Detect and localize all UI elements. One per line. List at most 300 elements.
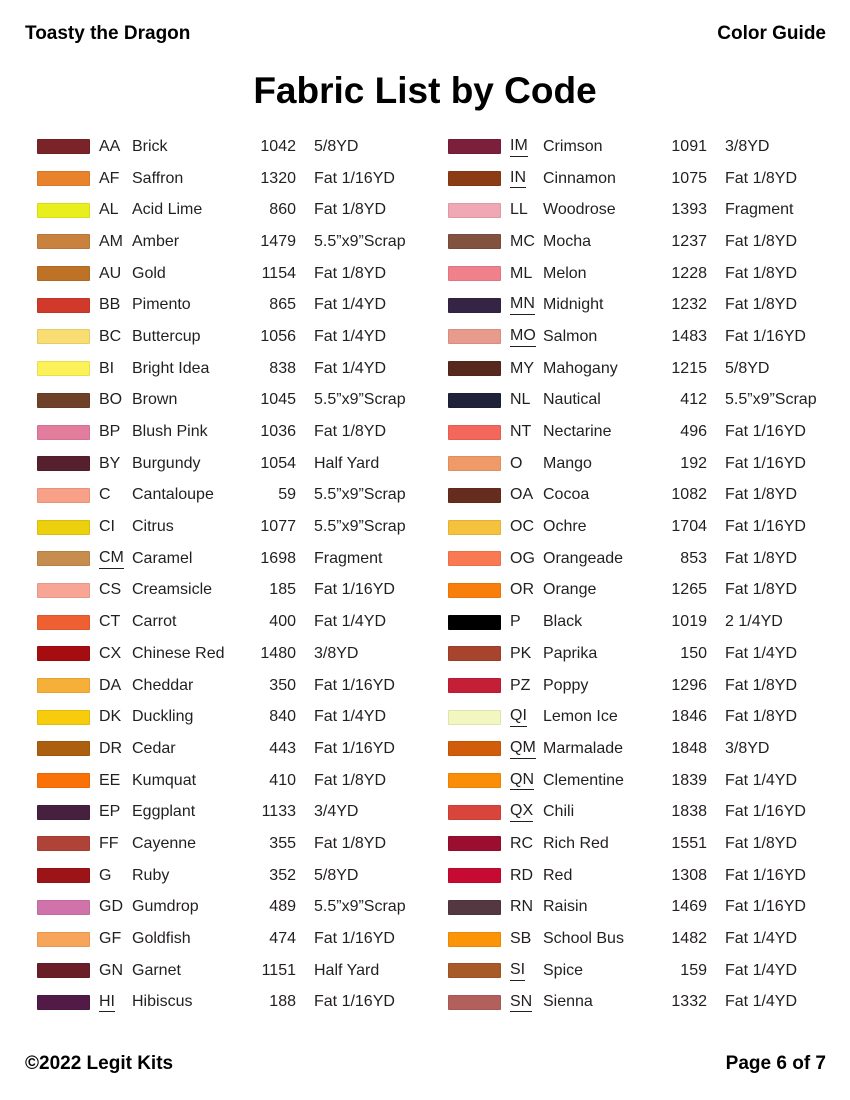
guide-label: Color Guide: [717, 23, 826, 44]
fabric-name: Orange: [543, 581, 597, 599]
fabric-code: NL: [510, 391, 531, 409]
fabric-amount: Fat 1/16YD: [725, 803, 806, 821]
fabric-name: Salmon: [543, 327, 598, 345]
fabric-name: Brown: [132, 391, 178, 409]
fabric-amount: 3/8YD: [314, 644, 359, 662]
code-cell: [501, 518, 543, 536]
code-cell: [501, 169, 543, 189]
fabric-number: 410: [269, 771, 296, 789]
code-cell: [501, 613, 543, 631]
fabric-code: CM: [99, 549, 124, 569]
code-cell: [90, 170, 132, 188]
fabric-row: [37, 638, 423, 670]
fabric-number: 185: [269, 581, 296, 599]
fabric-amount: 5/8YD: [314, 137, 359, 155]
code-cell: [501, 455, 543, 473]
code-cell: [501, 391, 543, 409]
fabric-row: [37, 955, 423, 987]
fabric-amount: Fat 1/8YD: [725, 169, 798, 187]
fabric-number: 1042: [260, 137, 296, 155]
color-swatch: [37, 678, 90, 693]
fabric-row: [448, 131, 834, 163]
color-swatch: [37, 836, 90, 851]
fabric-code: OG: [510, 549, 535, 567]
code-cell: [90, 581, 132, 599]
color-swatch: [37, 900, 90, 915]
fabric-code: P: [510, 613, 521, 631]
color-swatch: [37, 203, 90, 218]
code-cell: [90, 772, 132, 790]
fabric-number: 1056: [260, 327, 296, 345]
fabric-amount: Fat 1/16YD: [314, 676, 395, 694]
fabric-amount: 5/8YD: [314, 866, 359, 884]
fabric-row: [37, 796, 423, 828]
fabric-row: [448, 511, 834, 543]
fabric-name: Nautical: [543, 391, 601, 409]
fabric-number: 1698: [260, 549, 296, 567]
fabric-amount: Fat 1/8YD: [725, 581, 798, 599]
fabric-number: 59: [278, 486, 296, 504]
fabric-code: BI: [99, 359, 115, 377]
fabric-column-left: [37, 131, 423, 1018]
color-swatch: [448, 488, 501, 503]
fabric-name: Blush Pink: [132, 423, 208, 441]
code-cell: [90, 233, 132, 251]
fabric-code: G: [99, 866, 112, 884]
fabric-amount: Fat 1/16YD: [725, 423, 806, 441]
fabric-amount: Fat 1/4YD: [314, 296, 387, 314]
code-cell: [501, 898, 543, 916]
fabric-number: 840: [269, 708, 296, 726]
color-swatch: [448, 361, 501, 376]
code-cell: [501, 771, 543, 791]
code-cell: [501, 739, 543, 759]
color-swatch: [448, 900, 501, 915]
fabric-amount: 3/4YD: [314, 803, 359, 821]
code-cell: [90, 930, 132, 948]
code-cell: [90, 835, 132, 853]
code-cell: [501, 707, 543, 727]
fabric-amount: Fat 1/8YD: [725, 486, 798, 504]
color-swatch: [37, 266, 90, 281]
fabric-name: Chinese Red: [132, 644, 225, 662]
fabric-name: Orangeade: [543, 549, 624, 567]
fabric-row: [448, 733, 834, 765]
fabric-amount: Fat 1/8YD: [314, 834, 387, 852]
color-swatch: [37, 139, 90, 154]
code-cell: [501, 486, 543, 504]
fabric-row: [448, 543, 834, 575]
fabric-amount: Fat 1/8YD: [314, 264, 387, 282]
fabric-amount: 5.5”x9”Scrap: [314, 518, 406, 536]
fabric-code: BC: [99, 327, 122, 345]
fabric-name: Mahogany: [543, 359, 618, 377]
fabric-name: Cinnamon: [543, 169, 616, 187]
fabric-amount: Fat 1/4YD: [725, 644, 798, 662]
fabric-row: [37, 194, 423, 226]
color-swatch: [37, 361, 90, 376]
fabric-number: 1308: [671, 866, 707, 884]
fabric-code: RN: [510, 898, 534, 916]
color-swatch: [37, 234, 90, 249]
fabric-row: [448, 163, 834, 195]
fabric-code: BB: [99, 296, 121, 314]
fabric-number: 400: [269, 613, 296, 631]
fabric-number: 192: [680, 454, 707, 472]
fabric-amount: Fat 1/4YD: [725, 993, 798, 1011]
fabric-number: 1846: [671, 708, 707, 726]
fabric-name: Cocoa: [543, 486, 590, 504]
fabric-row: [448, 226, 834, 258]
fabric-row: [448, 796, 834, 828]
fabric-number: 1296: [671, 676, 707, 694]
fabric-number: 1320: [260, 169, 296, 187]
color-swatch: [448, 329, 501, 344]
fabric-number: 1154: [261, 264, 296, 282]
fabric-amount: Fragment: [725, 201, 794, 219]
fabric-number: 412: [680, 391, 707, 409]
code-cell: [501, 835, 543, 853]
fabric-name: Amber: [132, 232, 180, 250]
fabric-amount: Fat 1/16YD: [314, 739, 395, 757]
fabric-code: OC: [510, 518, 534, 536]
fabric-amount: 5.5”x9”Scrap: [314, 486, 406, 504]
code-cell: [90, 549, 132, 569]
fabric-code: AM: [99, 232, 123, 250]
code-cell: [501, 137, 543, 157]
code-cell: [90, 993, 132, 1013]
fabric-code: SI: [510, 961, 525, 981]
fabric-amount: 5.5”x9”Scrap: [314, 391, 406, 409]
fabric-row: [37, 987, 423, 1019]
fabric-name: Paprika: [543, 644, 598, 662]
code-cell: [90, 328, 132, 346]
color-swatch: [448, 678, 501, 693]
fabric-name: Mango: [543, 454, 592, 472]
fabric-code: C: [99, 486, 111, 504]
fabric-column-right: [448, 131, 834, 1018]
fabric-amount: Fragment: [314, 549, 383, 567]
fabric-row: [37, 670, 423, 702]
fabric-number: 853: [680, 549, 707, 567]
fabric-row: [37, 765, 423, 797]
fabric-number: 474: [269, 930, 296, 948]
fabric-code: CX: [99, 644, 122, 662]
color-swatch: [448, 583, 501, 598]
code-cell: [90, 265, 132, 283]
fabric-number: 860: [269, 201, 296, 219]
fabric-number: 865: [269, 296, 296, 314]
fabric-number: 489: [269, 898, 296, 916]
fabric-code: QX: [510, 802, 533, 822]
color-swatch: [448, 741, 501, 756]
fabric-code: IM: [510, 137, 528, 157]
color-swatch: [37, 583, 90, 598]
fabric-row: [37, 353, 423, 385]
fabric-number: 1077: [260, 518, 296, 536]
color-swatch: [37, 710, 90, 725]
fabric-amount: Fat 1/16YD: [725, 454, 806, 472]
fabric-name: Caramel: [132, 549, 193, 567]
code-cell: [501, 327, 543, 347]
color-swatch: [448, 393, 501, 408]
code-cell: [501, 930, 543, 948]
code-cell: [90, 486, 132, 504]
fabric-row: [448, 892, 834, 924]
fabric-code: AF: [99, 169, 120, 187]
fabric-code: AU: [99, 264, 122, 282]
fabric-name: Acid Lime: [132, 201, 203, 219]
fabric-name: Cedar: [132, 739, 176, 757]
fabric-amount: 3/8YD: [725, 137, 770, 155]
fabric-amount: Fat 1/16YD: [314, 993, 395, 1011]
code-cell: [90, 296, 132, 314]
fabric-code: DR: [99, 739, 123, 757]
color-swatch: [37, 551, 90, 566]
fabric-number: 1019: [671, 613, 707, 631]
fabric-name: Sienna: [543, 993, 593, 1011]
fabric-code: RC: [510, 834, 534, 852]
fabric-code: GF: [99, 930, 122, 948]
fabric-name: Creamsicle: [132, 581, 213, 599]
fabric-number: 1839: [671, 771, 707, 789]
fabric-row: [448, 828, 834, 860]
fabric-amount: Fat 1/8YD: [314, 771, 387, 789]
fabric-number: 1133: [261, 803, 296, 821]
fabric-amount: Fat 1/16YD: [314, 581, 395, 599]
fabric-row: [448, 638, 834, 670]
fabric-number: 496: [680, 423, 707, 441]
fabric-number: 1151: [261, 961, 296, 979]
fabric-row: [37, 733, 423, 765]
fabric-row: [448, 606, 834, 638]
fabric-code: BO: [99, 391, 123, 409]
fabric-name: Cantaloupe: [132, 486, 214, 504]
fabric-amount: 5.5”x9”Scrap: [725, 391, 817, 409]
fabric-row: [448, 448, 834, 480]
fabric-row: [37, 163, 423, 195]
code-cell: [90, 962, 132, 980]
fabric-name: Duckling: [132, 708, 194, 726]
code-cell: [90, 803, 132, 821]
fabric-amount: Fat 1/8YD: [725, 708, 798, 726]
fabric-amount: Fat 1/4YD: [314, 359, 387, 377]
fabric-code: RD: [510, 866, 534, 884]
fabric-name: Lemon Ice: [543, 708, 618, 726]
fabric-code: QN: [510, 771, 534, 791]
code-cell: [501, 993, 543, 1013]
color-swatch: [448, 773, 501, 788]
fabric-name: Cayenne: [132, 834, 197, 852]
fabric-code: MY: [510, 359, 534, 377]
fabric-amount: Fat 1/8YD: [725, 232, 798, 250]
code-cell: [501, 201, 543, 219]
fabric-name: Kumquat: [132, 771, 197, 789]
color-swatch: [448, 551, 501, 566]
fabric-number: 1838: [671, 803, 707, 821]
color-swatch: [448, 868, 501, 883]
color-swatch: [448, 520, 501, 535]
code-cell: [90, 201, 132, 219]
fabric-amount: 3/8YD: [725, 739, 770, 757]
fabric-amount: 2 1/4YD: [725, 613, 783, 631]
fabric-name: Ruby: [132, 866, 170, 884]
fabric-number: 1054: [260, 454, 296, 472]
fabric-code: MN: [510, 295, 535, 315]
fabric-code: MC: [510, 232, 535, 250]
color-swatch: [448, 456, 501, 471]
code-cell: [501, 802, 543, 822]
color-swatch: [37, 995, 90, 1010]
fabric-row: [448, 923, 834, 955]
fabric-row: [37, 385, 423, 417]
code-cell: [90, 455, 132, 473]
fabric-number: 1332: [671, 993, 707, 1011]
color-swatch: [448, 615, 501, 630]
fabric-number: 1082: [671, 486, 707, 504]
fabric-code: EP: [99, 803, 121, 821]
color-swatch: [37, 773, 90, 788]
fabric-number: 159: [680, 961, 707, 979]
fabric-code: OR: [510, 581, 534, 599]
fabric-amount: Fat 1/4YD: [314, 327, 387, 345]
fabric-row: [37, 543, 423, 575]
code-cell: [90, 423, 132, 441]
fabric-number: 1237: [671, 232, 707, 250]
fabric-number: 1045: [260, 391, 296, 409]
code-cell: [90, 391, 132, 409]
fabric-number: 350: [269, 676, 296, 694]
fabric-row: [448, 416, 834, 448]
fabric-row: [37, 258, 423, 290]
fabric-amount: Fat 1/16YD: [725, 866, 806, 884]
fabric-number: 1479: [260, 232, 296, 250]
fabric-amount: Fat 1/4YD: [725, 961, 798, 979]
fabric-name: Ochre: [543, 518, 587, 536]
fabric-number: 1265: [671, 581, 707, 599]
fabric-number: 1393: [671, 201, 707, 219]
color-swatch: [448, 203, 501, 218]
color-swatch: [37, 868, 90, 883]
fabric-code: NT: [510, 423, 532, 441]
fabric-name: Eggplant: [132, 803, 196, 821]
fabric-number: 1551: [671, 834, 707, 852]
fabric-amount: Fat 1/8YD: [725, 549, 798, 567]
fabric-row: [37, 321, 423, 353]
color-swatch: [37, 171, 90, 186]
fabric-name: Hibiscus: [132, 993, 193, 1011]
fabric-number: 1215: [671, 359, 707, 377]
fabric-number: 1036: [260, 423, 296, 441]
fabric-name: Red: [543, 866, 573, 884]
fabric-name: Saffron: [132, 169, 184, 187]
fabric-code: BY: [99, 454, 121, 472]
code-cell: [501, 677, 543, 695]
fabric-code: FF: [99, 834, 119, 852]
page-number: Page 6 of 7: [725, 1053, 826, 1074]
fabric-amount: 5.5”x9”Scrap: [314, 898, 406, 916]
fabric-amount: Fat 1/16YD: [725, 898, 806, 916]
fabric-row: [37, 416, 423, 448]
code-cell: [90, 360, 132, 378]
color-swatch: [448, 298, 501, 313]
fabric-amount: Fat 1/8YD: [725, 676, 798, 694]
fabric-code: CI: [99, 518, 115, 536]
fabric-row: [448, 987, 834, 1019]
fabric-code: DK: [99, 708, 122, 726]
color-swatch: [448, 995, 501, 1010]
fabric-code: CT: [99, 613, 121, 631]
color-swatch: [37, 646, 90, 661]
fabric-code: PZ: [510, 676, 531, 694]
fabric-amount: 5.5”x9”Scrap: [314, 232, 406, 250]
color-swatch: [448, 266, 501, 281]
fabric-name: Raisin: [543, 898, 588, 916]
color-swatch: [448, 646, 501, 661]
fabric-name: Garnet: [132, 961, 181, 979]
fabric-number: 1704: [671, 518, 707, 536]
code-cell: [501, 961, 543, 981]
code-cell: [501, 581, 543, 599]
fabric-name: Black: [543, 613, 583, 631]
fabric-number: 1091: [671, 137, 707, 155]
fabric-row: [448, 575, 834, 607]
fabric-name: Citrus: [132, 518, 174, 536]
fabric-row: [448, 321, 834, 353]
fabric-amount: Fat 1/8YD: [725, 264, 798, 282]
code-cell: [90, 613, 132, 631]
fabric-code: AA: [99, 137, 121, 155]
fabric-number: 1848: [671, 739, 707, 757]
fabric-number: 1482: [671, 930, 707, 948]
fabric-number: 838: [269, 359, 296, 377]
color-swatch: [448, 425, 501, 440]
fabric-name: Clementine: [543, 771, 624, 789]
fabric-number: 188: [269, 993, 296, 1011]
fabric-code: MO: [510, 327, 536, 347]
fabric-row: [37, 575, 423, 607]
fabric-amount: Half Yard: [314, 454, 380, 472]
fabric-row: [448, 385, 834, 417]
fabric-number: 443: [269, 739, 296, 757]
fabric-amount: 5/8YD: [725, 359, 770, 377]
color-swatch: [448, 932, 501, 947]
color-swatch: [37, 520, 90, 535]
fabric-code: PK: [510, 644, 532, 662]
fabric-code: OA: [510, 486, 534, 504]
fabric-name: Cheddar: [132, 676, 194, 694]
fabric-row: [37, 480, 423, 512]
fabric-number: 1232: [671, 296, 707, 314]
fabric-name: Rich Red: [543, 834, 609, 852]
code-cell: [90, 867, 132, 885]
fabric-name: Chili: [543, 803, 575, 821]
color-swatch: [448, 836, 501, 851]
color-swatch: [37, 425, 90, 440]
fabric-code: GD: [99, 898, 123, 916]
fabric-amount: Fat 1/4YD: [314, 613, 387, 631]
fabric-row: [37, 226, 423, 258]
fabric-amount: Fat 1/16YD: [314, 169, 395, 187]
color-swatch: [37, 488, 90, 503]
fabric-code: DA: [99, 676, 122, 694]
fabric-name: Nectarine: [543, 423, 612, 441]
fabric-name: Crimson: [543, 137, 603, 155]
fabric-list: [37, 131, 834, 1018]
fabric-name: Gumdrop: [132, 898, 199, 916]
color-swatch: [37, 329, 90, 344]
fabric-code: SB: [510, 930, 532, 948]
